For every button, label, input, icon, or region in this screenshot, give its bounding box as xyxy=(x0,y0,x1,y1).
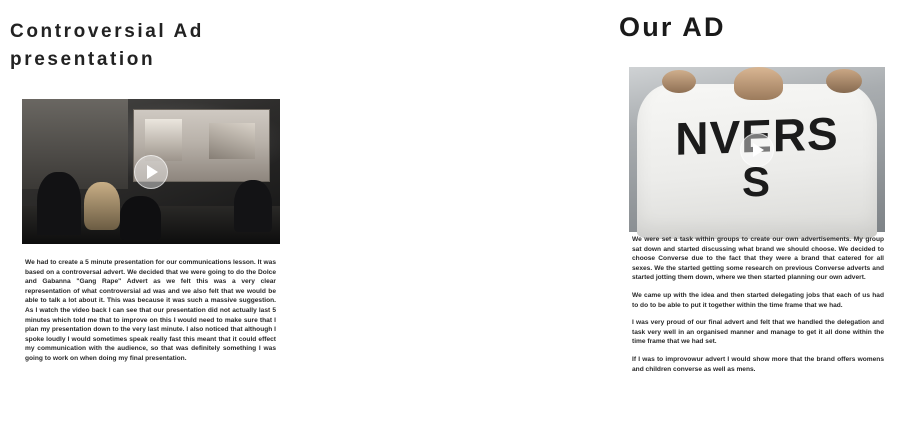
paragraph: I was very proud of our final advert and felt that we handled the delegation and task very well in an organised manner and manage to get it all done within the time frame that we had set. xyxy=(632,319,884,346)
play-icon[interactable] xyxy=(134,155,168,189)
right-column-body xyxy=(632,235,884,382)
audience-silhouette xyxy=(120,196,161,240)
play-triangle xyxy=(753,143,764,157)
audience-silhouette xyxy=(37,172,81,236)
classroom-wall xyxy=(22,99,128,189)
audience-silhouette xyxy=(234,180,273,232)
play-icon[interactable] xyxy=(740,133,774,167)
paragraph: We had to create a 5 minute presentation for our communications lesson. It was based on a controversal advert. We decided that we were going to do the Dolce and Gabanna "Gang Rape" Advert as we felt this was a very clear representation of what controversial ad was and we also felt that we would be able to talk a lot about it. This was because it was such a massive suggestion. As I watch the video back I can see that our presentation did not actually last 5 minutes which told me that to improve on this I would need to make sure that I plan my presentation down to the very last minute. I also noticed that although I spoke loudly I would sometimes speak really fast this meant that it could effect my communication with the audience, so that was definitely something I was going to work on when doing my final presentation. xyxy=(25,259,276,362)
shirt-text-line1: NVERS xyxy=(675,107,839,166)
paragraph: We came up with the idea and then started delegating jobs that each of us had to do to be able to put it together within the time frame that we had. xyxy=(632,291,884,309)
shirt-text-line2: S xyxy=(741,158,772,206)
person-head-center xyxy=(734,67,783,100)
right-column xyxy=(307,0,884,424)
page-title-left: Controversial Ad presentation xyxy=(10,21,204,70)
play-triangle xyxy=(147,165,158,179)
converse-advert-video[interactable] xyxy=(629,67,885,232)
person-head-left xyxy=(662,70,695,93)
page-title-right: Our AD xyxy=(619,12,726,42)
left-column xyxy=(0,0,300,424)
paragraph: If I was to improvowur advert I would show more that the brand offers womens and children converse as well as mens. xyxy=(632,355,884,373)
audience-silhouette xyxy=(84,182,120,230)
person-head-right xyxy=(826,69,862,94)
paragraph: We were set a task within groups to create our own advertisements. My group sat down and started discussing what brand we should choose. We decided to choose Converse due to the fact that they were a brand that catered for all sexes. We the started getting some research on previous Converse adverts and started jotting them down, where we then started planning our own advert. xyxy=(632,236,884,282)
classroom-presentation-video[interactable] xyxy=(22,99,280,244)
left-column-body xyxy=(25,258,276,364)
